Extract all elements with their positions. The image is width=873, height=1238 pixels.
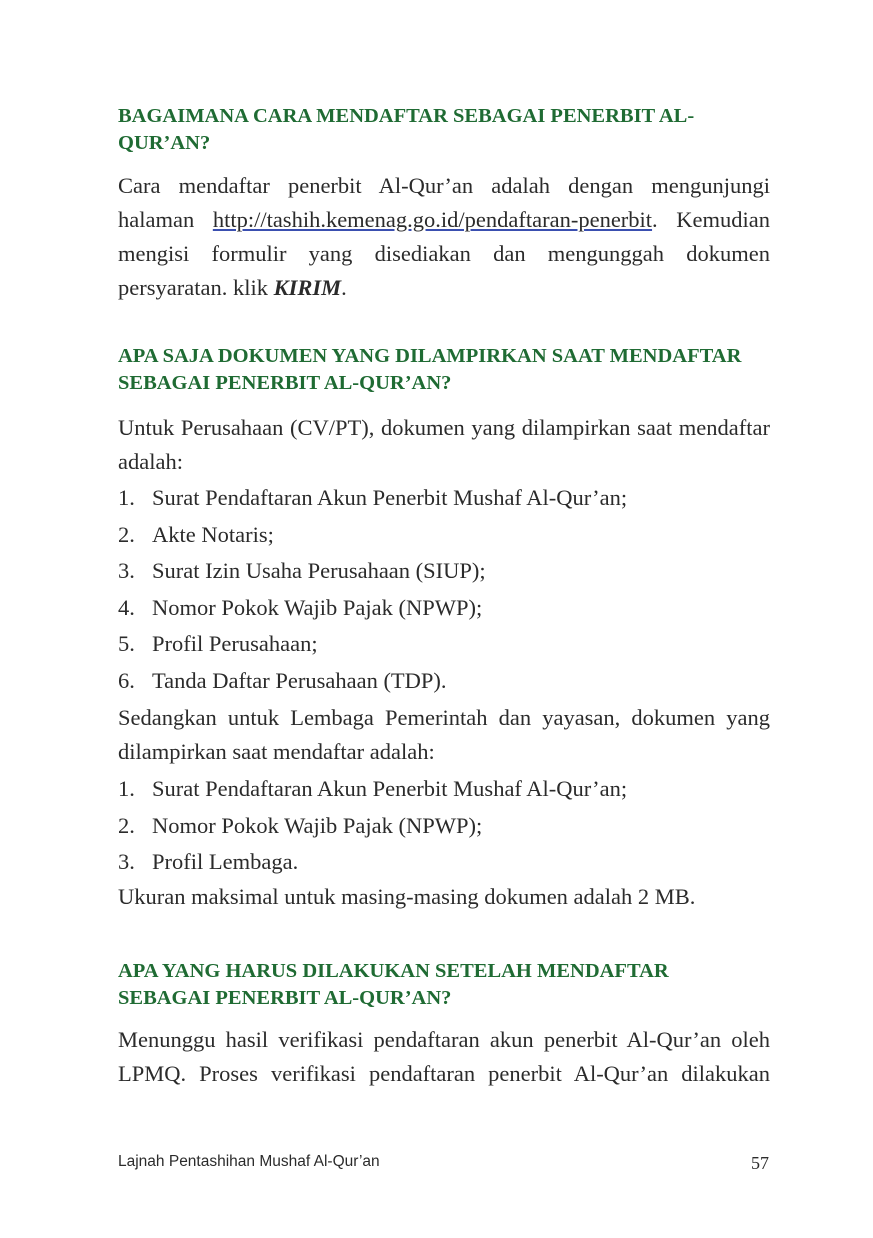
list-number: 2. [118, 812, 135, 838]
paragraph-text: Cara mendaftar penerbit Al-Qur’an adalah dengan mengunjungi halaman [118, 173, 770, 232]
section-heading-register [118, 103, 718, 157]
list-text: Tanda Daftar Perusahaan (TDP). [152, 667, 447, 693]
list-item [118, 517, 770, 554]
list-item [118, 590, 770, 627]
heading-line: APA YANG HARUS DILAKUKAN SETELAH MENDAFTAR [118, 960, 669, 982]
company-document-list [118, 480, 770, 699]
paragraph-text: . Kemudian mengisi formulir yang disediakan dan mengunggah dokumen persyaratan. klik [118, 207, 770, 300]
list-number: 2. [118, 521, 135, 547]
list-text: Nomor Pokok Wajib Pajak (NPWP); [152, 594, 483, 620]
heading-line: SEBAGAI PENERBIT AL-QUR’AN? [118, 372, 452, 394]
government-document-list [118, 771, 770, 881]
heading-line: QUR’AN? [118, 132, 211, 154]
list-number: 1. [118, 776, 135, 801]
list-item [118, 844, 770, 881]
list-item [118, 553, 770, 590]
heading-line: BAGAIMANA CARA MENDAFTAR SEBAGAI PENERBIT AL- [118, 105, 695, 127]
list-text: Profil Perusahaan; [152, 631, 318, 656]
list-number: 3. [118, 558, 135, 583]
footer-publisher: Lajnah Pentashihan Mushaf Al-Qur’an [118, 1153, 380, 1170]
list-item [118, 626, 770, 663]
list-item [118, 771, 770, 808]
list-number: 5. [118, 631, 135, 656]
list-number: 1. [118, 485, 135, 510]
after-register-paragraph: Menunggu hasil verifikasi pendaftaran akun penerbit Al-Qur’an oleh LPMQ. Proses verifikasi pendaftaran penerbit Al-Qur’an dilakukan [118, 1027, 770, 1086]
kirim-emphasis: KIRIM [273, 275, 342, 300]
list-text: Surat Pendaftaran Akun Penerbit Mushaf Al-Qur’an; [152, 776, 628, 801]
list-number: 3. [118, 849, 135, 874]
list-text: Akte Notaris; [152, 521, 274, 547]
section-heading-documents [118, 343, 770, 397]
size-note: Ukuran maksimal untuk masing-masing dokumen adalah 2 MB. [118, 884, 696, 909]
list-number: 6. [118, 667, 135, 693]
paragraph-text: . [341, 275, 347, 300]
list-text: Surat Izin Usaha Perusahaan (SIUP); [152, 558, 486, 583]
list-item [118, 663, 770, 700]
list-text: Nomor Pokok Wajib Pajak (NPWP); [152, 812, 483, 838]
registration-link[interactable]: http://tashih.kemenag.go.id/pendaftaran-penerbit [212, 207, 653, 232]
register-paragraph [118, 169, 770, 305]
company-intro: Untuk Perusahaan (CV/PT), dokumen yang dilampirkan saat mendaftar adalah: [118, 415, 770, 474]
list-item [118, 808, 770, 845]
list-text: Profil Lembaga. [152, 849, 299, 874]
heading-line: APA SAJA DOKUMEN YANG DILAMPIRKAN SAAT MENDAFTAR [118, 345, 742, 367]
page-number: 57 [751, 1153, 769, 1173]
government-intro: Sedangkan untuk Lembaga Pemerintah dan yayasan, dokumen yang dilampirkan saat mendaftar adalah: [118, 705, 770, 764]
heading-line: SEBAGAI PENERBIT AL-QUR’AN? [118, 987, 452, 1009]
list-number: 4. [118, 594, 135, 620]
list-item [118, 480, 770, 517]
section-heading-after-register [118, 958, 770, 1012]
list-text: Surat Pendaftaran Akun Penerbit Mushaf Al-Qur’an; [152, 485, 628, 510]
